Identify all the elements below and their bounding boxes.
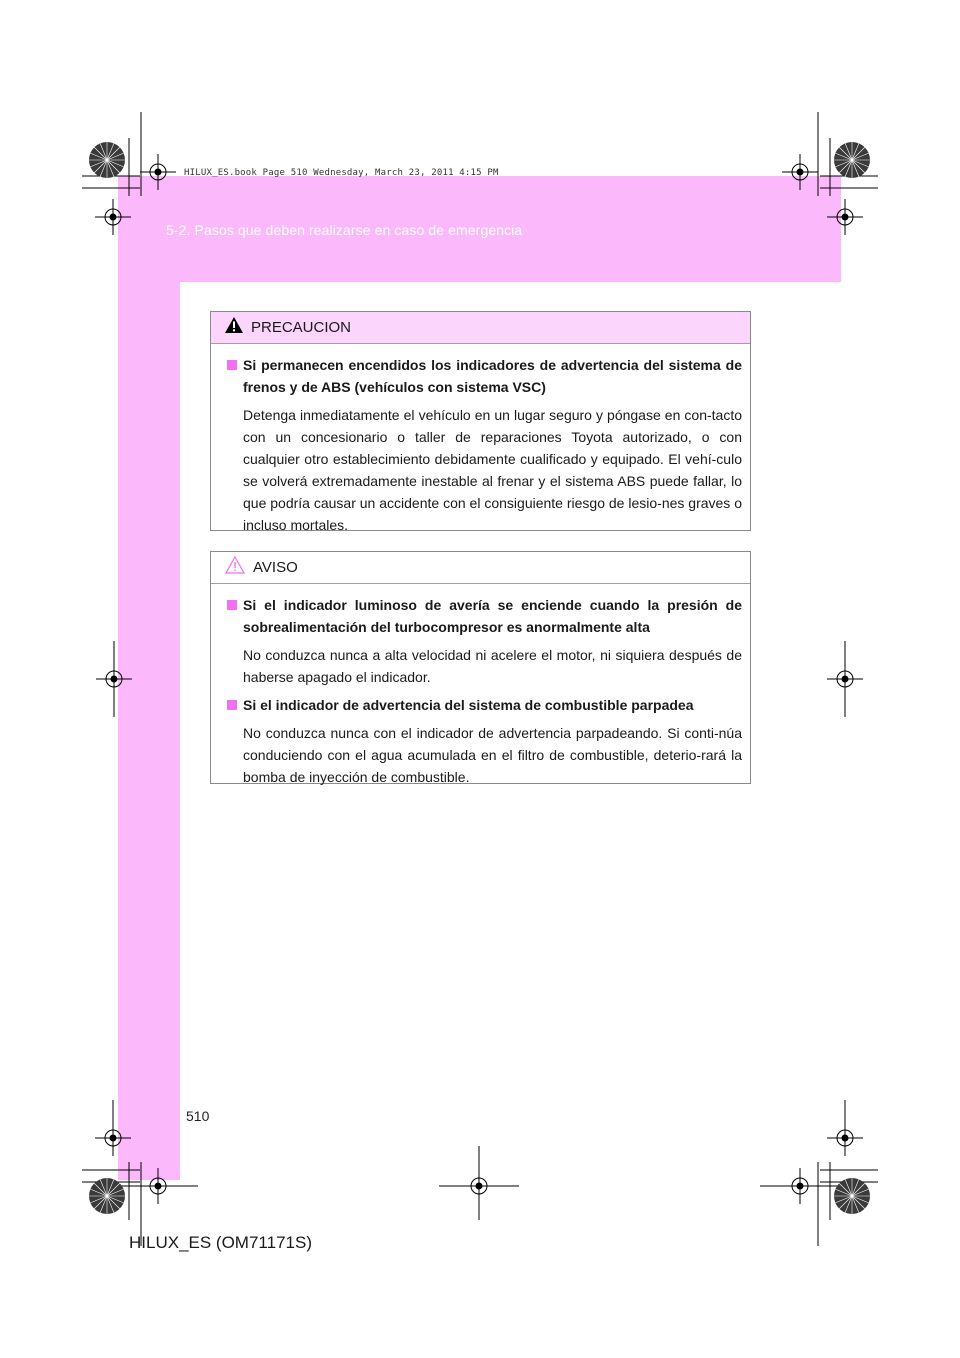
precaucion-heading: PRECAUCION (251, 319, 352, 336)
page-number: 510 (186, 1108, 210, 1124)
aviso-item-title: Si el indicador de advertencia del sistema de combustible parpadea (227, 694, 742, 716)
aviso-item-title: Si el indicador luminoso de avería se enciende cuando la presión de sobrealimentación del turbocompresor es anormalmente alta (227, 594, 742, 638)
aviso-item-text: No conduzca nunca con el indicador de advertencia parpadeando. Si conti-núa conduciendo con el agua acumulada en el filtro de combustible, deterio-rará la bomba de inyección de combustible. (243, 725, 742, 785)
footer-code: HILUX_ES (OM71171S) (129, 1233, 312, 1252)
aviso-heading: AVISO (253, 559, 298, 576)
section-title: 5-2. Pasos que deben realizarse en caso de emergencia (166, 222, 523, 238)
aviso-item-text: No conduzca nunca a alta velocidad ni acelere el motor, ni siquiera después de haberse apagado el indicador. (243, 647, 742, 685)
precaucion-item-text: Detenga inmediatamente el vehículo en un lugar seguro y póngase en con-tacto con un concesionario o taller de reparaciones Toyota autorizado, o con cualquier otro establecimiento debidamente cualificado y equipado. El vehí-culo se volverá extremadamente inestable al frenar y el sistema ABS puede fallar, lo que podría causar un accidente con el consiguiente riesgo de lesio-nes graves o incluso mortales. (243, 407, 742, 533)
print-stamp: HILUX_ES.book Page 510 Wednesday, March 23, 2011 4:15 PM (184, 168, 499, 178)
precaucion-item-title: Si permanecen encendidos los indicadores de advertencia del sistema de frenos y de ABS (vehículos con sistema VSC) (227, 354, 742, 398)
